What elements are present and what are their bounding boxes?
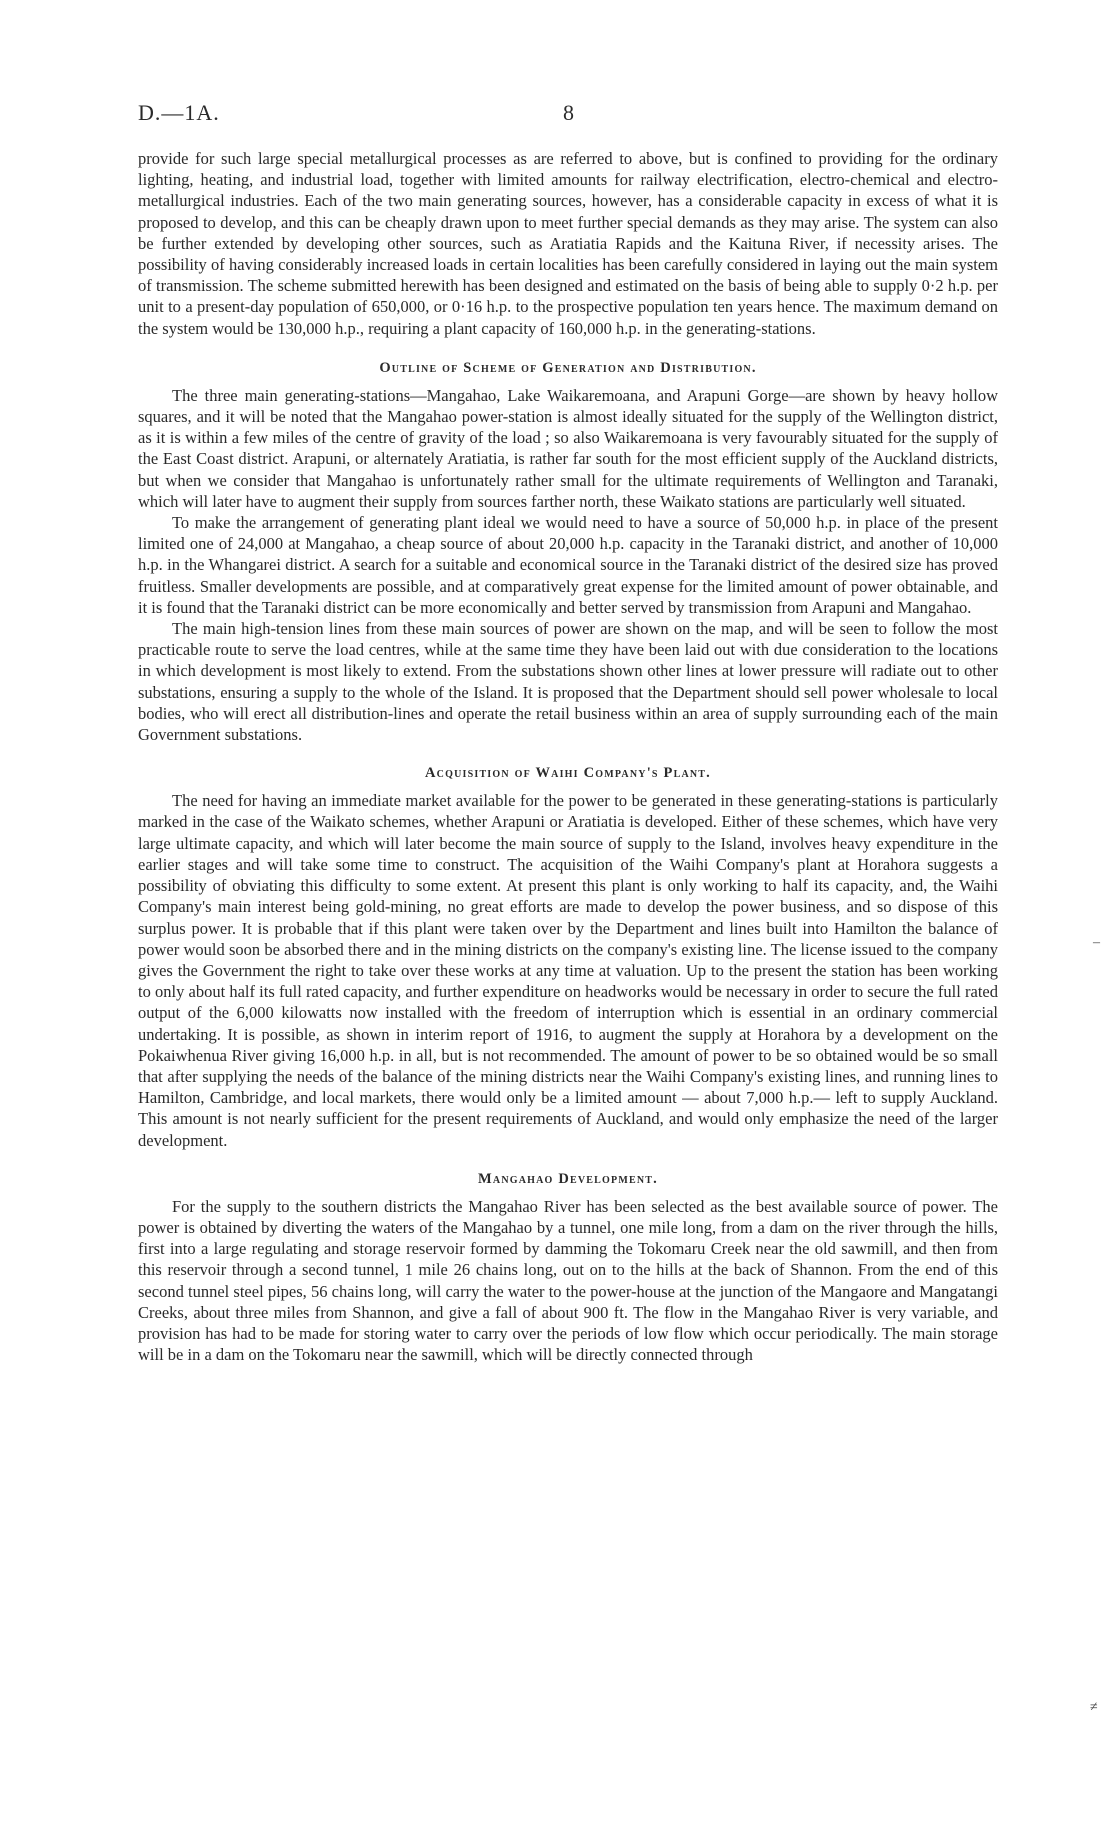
- document-reference: D.—1A.: [138, 100, 220, 125]
- running-head: [138, 100, 998, 130]
- paragraph-waihi-plant: The need for having an immediate market available for the power to be generated in these generating-stations is particularly marked in the case of the Waikato schemes, whether Arapuni or Aratiatia is developed. Either of these schemes, which have very large ultimate capacity, and which will later become the main source of supply to the Island, involves heavy expenditure in the earlier stages and will take some time to construct. The acquisition of the Waihi Company's plant at Horahora suggests a possibility of obviating this difficulty to some extent. At present this plant is only working to half its capacity, and, the Waihi Company's main interest being gold-mining, no great efforts are made to develop the power business, and so dispose of this surplus power. It is probable that if this plant were taken over by the Department and lines built into Hamilton the balance of power would soon be absorbed there and in the mining districts on the company's existing line. The license issued to the company gives the Government the right to take over these works at any time at valuation. Up to the present the station has been working to only about half its full rated capacity, and further expenditure on headworks would be necessary in order to secure the full rated output of the 6,000 kilowatts now installed with the freedom of interruption which is essential in an ordinary commercial undertaking. It is possible, as shown in interim report of 1916, to augment the supply at Horahora by a development on the Pokaiwhenua River giving 16,000 h.p. in all, but is not recommended. The amount of power to be so obtained would be so small that after supplying the needs of the balance of the mining districts near the Waihi Company's existing lines, and running lines to Hamilton, Cambridge, and local markets, there would only be a limited amount — about 7,000 h.p.— left to supply Auckland. This amount is not nearly sufficient for the present requirements of Auckland, and would only emphasize the need of the larger development.: [138, 791, 998, 1150]
- section-heading-mangahao: Mangahao Development.: [478, 1170, 658, 1187]
- paragraph-ideal-arrangement: To make the arrangement of generating plant ideal we would need to have a source of 50,000 h.p. in place of the present limited one of 24,000 at Mangahao, a cheap source of about 20,000 h.p. capacity in the Taranaki district, and another of 10,000 h.p. in the Whangarei district. A search for a suitable and economical source in the Taranaki district of the desired size has proved fruitless. Smaller developments are possible, and at comparatively great expense for the limited amount of power obtainable, and it is found that the Taranaki district can be more economically and better served by transmission from Arapuni and Mangahao.: [138, 513, 998, 617]
- paragraph-mangahao: For the supply to the southern districts the Mangahao River has been selected as the best available source of power. The power is obtained by diverting the waters of the Mangahao by a tunnel, one mile long, from a dam on the river through the hills, first into a large regulating and storage reservoir formed by damming the Tokomaru Creek near the old sawmill, and then from this reservoir through a second tunnel, 1 mile 26 chains long, out on to the hills at the back of Shannon. From the end of this second tunnel steel pipes, 56 chains long, will carry the water to the power-house at the junction of the Mangaore and Mangatangi Creeks, about three miles from Shannon, and give a fall of about 900 ft. The flow in the Mangahao River is very variable, and provision has had to be made for storing water to carry over the periods of low flow which occur periodically. The main storage will be in a dam on the Tokomaru near the sawmill, which will be directly connected through: [138, 1196, 998, 1365]
- paragraph-high-tension-lines: The main high-tension lines from these main sources of power are shown on the map, and will be seen to follow the most practicable route to serve the load centres, while at the same time they have been laid out with due consideration to the locations in which development is most likely to extend. From the substations shown other lines at lower pressure will radiate out to other substations, ensuring a supply to the whole of the Island. It is proposed that the Department should sell power wholesale to local bodies, who will erect all distribution-lines and operate the retail business within an area of supply surrounding each of the main Government substations.: [138, 619, 998, 745]
- section-heading-generation-distribution: Outline of Scheme of Generation and Distribution.: [379, 359, 757, 376]
- body-text: [138, 148, 998, 1365]
- paragraph-generating-stations: The three main generating-stations—Mangahao, Lake Waikaremoana, and Arapuni Gorge—are shown by heavy hollow squares, and it will be noted that the Mangahao power-station is almost ideally situated for the supply of the Wellington district, as it is within a few miles of the centre of gravity of the load ; so also Waikaremoana is very favourably situated for the supply of the East Coast district. Arapuni, or alternately Aratiatia, is rather far south for the most efficient supply of the Auckland districts, but when we consider that Mangahao is unfortunately rather small for the ultimate requirements of Wellington and Taranaki, which will later have to augment their supply from sources farther north, these Waikato stations are particularly well situated.: [138, 385, 998, 511]
- margin-stray-mark: ‒: [1093, 935, 1100, 950]
- paragraph-continuation: provide for such large special metallurgical processes as are referred to above, but is confined to providing for the ordinary lighting, heating, and industrial load, together with limited amounts for railway electrification, electro-chemical and electro-metallurgical industries. Each of the two main generating sources, however, has a considerable capacity in excess of what it is proposed to develop, and this can be cheaply drawn upon to meet further special demands as they may arise. The system can also be further extended by developing other sources, such as Aratiatia Rapids and the Kaituna River, if necessity arises. The possibility of having considerably increased loads in certain localities has been carefully considered in laying out the main system of transmission. The scheme submitted herewith has been designed and estimated on the basis of being able to supply 0·2 h.p. per unit to a present-day population of 650,000, or 0·16 h.p. to the prospective population ten years hence. The maximum demand on the system would be 130,000 h.p., requiring a plant capacity of 160,000 h.p. in the generating-stations.: [138, 149, 998, 338]
- section-heading-waihi-acquisition: Acquisition of Waihi Company's Plant.: [425, 765, 711, 782]
- margin-stray-mark: ≠: [1090, 1700, 1098, 1715]
- page-number: 8: [563, 100, 574, 125]
